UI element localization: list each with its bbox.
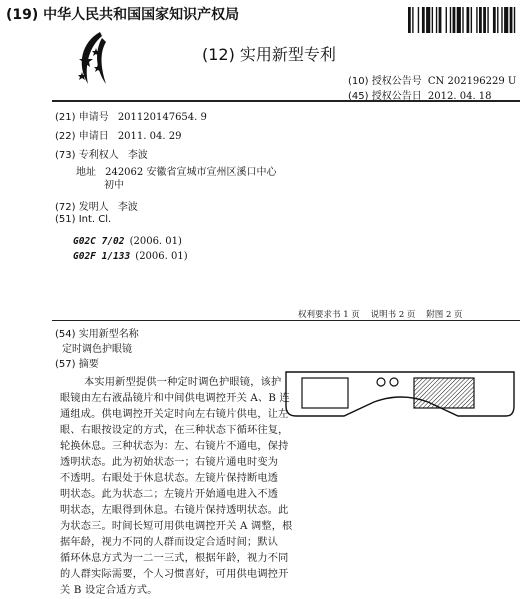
abstract-line: 眼镜由左右液晶镜片和中间供电调控开关 A、B 连 — [60, 393, 290, 404]
barcode-bar — [446, 7, 447, 33]
barcode-bar — [514, 7, 515, 33]
glasses-figure — [282, 366, 520, 434]
page-counts: 权利要求书 1 页 说明书 2 页 附图 2 页 — [298, 310, 463, 320]
glasses-frame — [286, 372, 514, 416]
barcode-bar — [426, 7, 430, 33]
inventor-row — [55, 195, 138, 214]
barcode — [408, 7, 518, 33]
abstract-line: 据年龄，视力不同的人群而设定合适时间；默认 — [60, 537, 279, 548]
cnipa-logo-icon — [72, 30, 116, 90]
header-divider — [52, 100, 520, 102]
barcode-bar — [501, 7, 502, 33]
barcode-bar — [439, 7, 442, 33]
barcode-bar — [457, 7, 461, 33]
publication-date-value: 2012. 04. 18 — [427, 91, 492, 102]
address-line-2: 初中 — [104, 180, 124, 191]
barcode-bar — [476, 7, 477, 33]
abstract-line: 眼、右眼按设定的方式，在三种状态下循环往复， — [60, 425, 289, 436]
barcode-bar — [466, 7, 469, 33]
document-type-title: (12) 实用新型专利 — [202, 45, 336, 64]
barcode-bar — [471, 7, 472, 33]
page-counts-divider — [52, 320, 520, 321]
barcode-bar — [487, 7, 488, 33]
application-date-value: 2011. 04. 29 — [117, 131, 182, 142]
patentee-value: 李波 — [127, 150, 148, 161]
inventor-value: 李波 — [117, 202, 138, 213]
barcode-bar — [493, 7, 496, 33]
abstract-line: 明状态。此为状态二；左镜片开始通电进入不透 — [60, 489, 279, 500]
application-number-label: (21) 申请号 — [55, 112, 109, 123]
address-line-1: 242062 安徽省宣城市宣州区溪口中心 — [105, 167, 277, 178]
ipc-item — [73, 244, 188, 263]
barcode-bar — [412, 7, 413, 33]
switch-a-icon — [377, 378, 385, 386]
barcode-bar — [462, 7, 463, 33]
barcode-bar — [504, 7, 508, 33]
barcode-bar — [483, 7, 486, 33]
barcode-bar — [422, 7, 425, 33]
publication-date-label: (45) 授权公告日 — [348, 91, 422, 102]
barcode-bar — [453, 7, 456, 33]
ipc-code: G02F 1/133 — [73, 251, 131, 262]
right-lens — [414, 378, 474, 408]
barcode-graphic — [408, 7, 518, 33]
utility-model-title-label: (54) 实用新型名称 — [55, 329, 139, 340]
abstract-line: 明状态，左眼得到休息。右镜片保持透明状态。此 — [60, 505, 289, 516]
barcode-bar — [479, 7, 482, 33]
abstract-line: 不透明。右眼处于休息状态。左镜片保持断电透 — [60, 473, 279, 484]
barcode-bar — [510, 7, 513, 33]
ipc-code: G02C 7/02 — [73, 236, 125, 247]
inventor-label: (72) 发明人 — [55, 202, 109, 213]
application-date-row — [55, 124, 181, 143]
switch-b-icon — [390, 378, 398, 386]
ipc-label: (51) Int. Cl. — [55, 214, 112, 225]
abstract-line: 透明状态。此为初始状态一；右镜片通电时变为 — [60, 457, 279, 468]
application-number-value: 201120147654. 9 — [117, 112, 207, 123]
barcode-bar — [497, 7, 498, 33]
publication-number-label: (10) 授权公告号 — [348, 76, 422, 87]
barcode-bar — [450, 7, 451, 33]
address-label: 地址 — [76, 167, 96, 178]
abstract-line: 通组成。供电调控开关定时向左右镜片供电，让左 — [60, 409, 289, 420]
abstract-line: 轮换休息。三种状态为：左、右镜片不通电，保持 — [60, 441, 289, 452]
abstract-line: 关 B 设定合适方式。 — [60, 585, 158, 596]
application-number-row — [55, 105, 207, 124]
barcode-bar — [436, 7, 437, 33]
issuing-office: (19) 中华人民共和国国家知识产权局 — [6, 7, 240, 23]
left-lens — [302, 378, 348, 408]
ipc-version: (2006. 01) — [129, 236, 182, 247]
abstract-label: (57) 摘要 — [55, 359, 99, 370]
abstract-line: 的人群实际需要，个人习惯喜好，可用供电调控开 — [60, 569, 289, 580]
abstract-line: 为状态三。时间长短可用供电调控开关 A 调整，根 — [60, 521, 293, 532]
barcode-bar — [408, 7, 411, 33]
abstract-line: 循环休息方式为一二一三式，根据年龄，视力不同 — [60, 553, 289, 564]
barcode-bar — [418, 7, 419, 33]
abstract-line: 本实用新型提供一种定时调色护眼镜，该护 — [84, 377, 282, 388]
patentee-label: (73) 专利权人 — [55, 150, 119, 161]
publication-number-value: CN 202196229 U — [427, 76, 517, 87]
ipc-version: (2006. 01) — [135, 251, 188, 262]
application-date-label: (22) 申请日 — [55, 131, 109, 142]
publication-number-row — [348, 72, 516, 87]
barcode-bar — [432, 7, 433, 33]
utility-model-title: 定时调色护眼镜 — [62, 344, 132, 355]
